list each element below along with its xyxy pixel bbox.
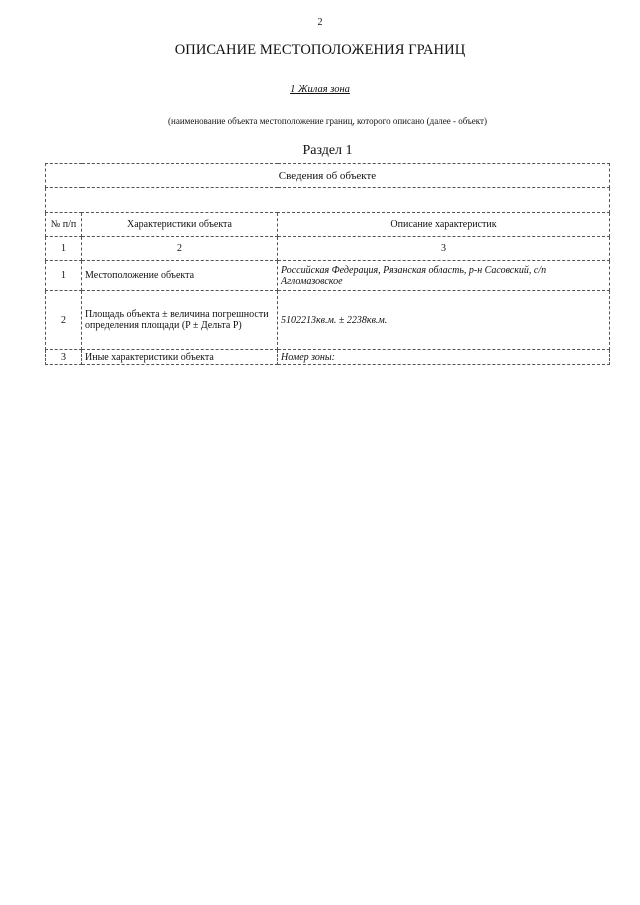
row-description: 5102213кв.м. ± 2238кв.м.	[278, 291, 610, 350]
column-header-num: № п/п	[46, 213, 82, 237]
column-number-row	[46, 237, 610, 261]
table-empty-row	[46, 188, 610, 213]
object-info-table	[45, 163, 610, 365]
column-header-description: Описание характеристик	[278, 213, 610, 237]
table-empty-cell	[46, 188, 610, 213]
table-row	[46, 261, 610, 291]
row-description: Российская Федерация, Рязанская область, р-н Сасовский, с/п Агломазовское	[278, 261, 610, 291]
column-header-row	[46, 213, 610, 237]
row-description: Номер зоны:	[278, 350, 610, 365]
table-header-row	[46, 164, 610, 188]
table-row	[46, 291, 610, 350]
row-characteristic: Местоположение объекта	[82, 261, 278, 291]
table-row	[46, 350, 610, 365]
section-title: Раздел 1	[302, 143, 353, 158]
row-characteristic: Площадь объекта ± величина погрешности определения площади (P ± Дельта P)	[82, 291, 278, 350]
row-number: 2	[46, 291, 82, 350]
column-number: 2	[82, 237, 278, 261]
row-characteristic: Иные характеристики объекта	[82, 350, 278, 365]
document-title: ОПИСАНИЕ МЕСТОПОЛОЖЕНИЯ ГРАНИЦ	[174, 42, 466, 58]
column-number: 1	[46, 237, 82, 261]
object-name	[0, 84, 640, 95]
object-name-text: 1 Жилая зона	[290, 84, 350, 95]
column-header-characteristic: Характеристики объекта	[82, 213, 278, 237]
row-number: 1	[46, 261, 82, 291]
page-number: 2	[317, 17, 323, 28]
row-number: 3	[46, 350, 82, 365]
object-name-caption: (наименование объекта местоположение границ, которого описано (далее - объект)	[168, 116, 487, 126]
table-header: Сведения об объекте	[46, 164, 610, 188]
column-number: 3	[278, 237, 610, 261]
